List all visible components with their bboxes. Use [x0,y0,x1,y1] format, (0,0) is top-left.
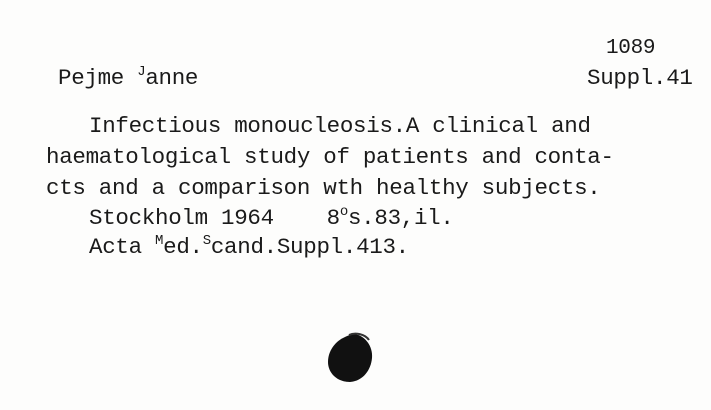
imprint-pages: s.83,il. [347,205,454,231]
imprint-format: 8 [326,205,340,231]
series-med-rest: ed. [163,234,203,260]
series-scand-initial: S [202,233,211,249]
title-line-part: cts and a comparison w [46,175,337,201]
author-name [58,65,198,94]
title-line: haematological study of patients and conta- [46,144,614,170]
series-prefix: Acta [89,234,156,260]
author-surname: Pejme [58,65,125,91]
imprint-format-degree: o [339,204,348,220]
author-initial: J [137,64,146,80]
author-given-rest: anne [145,65,199,91]
catalog-number: 1089 [606,37,656,60]
title-line-part: th healthy subjects. [336,175,601,201]
imprint-line [89,205,454,234]
title-line [46,175,601,201]
punch-hole [325,332,375,384]
series-line [89,234,409,263]
series-scand-rest: cand.Suppl.413. [210,234,409,260]
series-reference: Suppl.41 [587,65,693,91]
imprint-place-year: Stockholm 1964 [89,205,274,231]
series-med-initial: M [155,233,164,249]
punch-hole-shape [328,334,372,382]
title-line: Infectious monoucleosis.A clinical and [89,113,591,139]
